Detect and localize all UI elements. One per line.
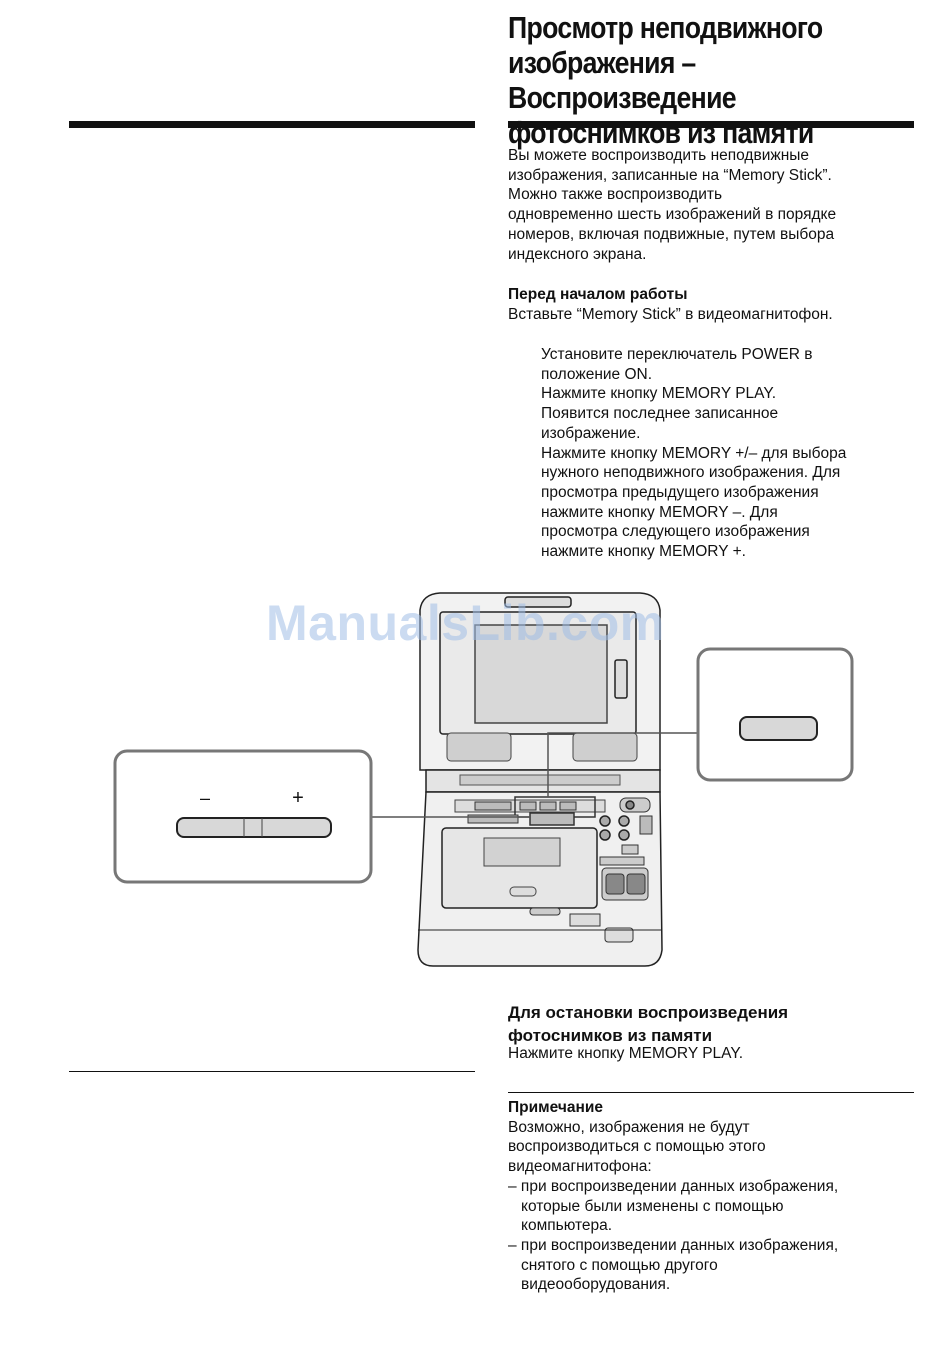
page-title-line: фотоснимков из памяти xyxy=(508,115,814,150)
memory-play-button xyxy=(740,717,817,740)
stop-heading-line: Для остановки воспроизведения xyxy=(508,1003,789,1022)
intro-line: одновременно шесть изображений в порядке xyxy=(508,206,837,224)
stop-section xyxy=(508,1001,928,1064)
stop-heading-line: фотоснимков из памяти xyxy=(508,1026,713,1045)
note-item-line: снятого с помощью другого xyxy=(521,1256,718,1274)
note-item-line: – при воспроизведении данных изображения, xyxy=(508,1177,839,1195)
before-heading: Перед началом работы xyxy=(508,286,688,303)
step-line: нужного неподвижного изображения. Для xyxy=(541,464,841,482)
intro-line: Можно также воспроизводить xyxy=(508,186,723,204)
step-line: нажмите кнопку MEMORY –. Для xyxy=(541,503,778,521)
left-column-top-rule xyxy=(69,121,475,128)
callout-box-memory-play xyxy=(698,649,852,780)
intro-line: Вы можете воспроизводить неподвижные xyxy=(508,147,810,164)
manualslib-watermark: ManualsLib.com xyxy=(266,595,665,651)
intro-line: номеров, включая подвижные, путем выбора xyxy=(508,225,835,243)
intro-paragraph xyxy=(508,146,928,264)
note-line: видеомагнитофона: xyxy=(508,1158,652,1176)
lcd-side-button xyxy=(615,660,627,698)
step-line: нажмите кнопку MEMORY +. xyxy=(541,543,746,561)
step-line: просмотра предыдущего изображения xyxy=(541,483,819,501)
note-item-line: которые были изменены с помощью xyxy=(521,1197,784,1215)
before-text: Вставьте “Memory Stick” в видеомагнитофон. xyxy=(508,305,833,323)
memory-minus-label: – xyxy=(199,788,211,808)
intro-line: индексного экрана. xyxy=(508,245,647,263)
intro-line: изображения, записанные на “Memory Stick”. xyxy=(508,166,832,184)
speaker-left xyxy=(447,733,511,761)
memory-plus-minus-button xyxy=(177,818,331,837)
speaker-right xyxy=(573,733,637,761)
note-heading: Примечание xyxy=(508,1099,603,1116)
memory-plus-label: + xyxy=(292,787,304,809)
page-title-line: Просмотр неподвижного xyxy=(508,10,823,45)
memory-plus-minus-highlight xyxy=(530,813,574,825)
step-line: Появится последнее записанное xyxy=(541,405,779,423)
stop-text: Нажмите кнопку MEMORY PLAY. xyxy=(508,1045,744,1062)
steps-list xyxy=(541,345,931,562)
step-line: просмотра следующего изображения xyxy=(541,523,810,541)
note-line: воспроизводиться с помощью этого xyxy=(508,1138,766,1156)
before-section xyxy=(508,285,928,324)
note-line: Возможно, изображения не будут xyxy=(508,1118,750,1136)
left-column-bottom-rule xyxy=(69,1071,475,1072)
note-separator-rule xyxy=(508,1092,914,1093)
step-line: изображение. xyxy=(541,424,641,442)
note-item-line: видеооборудования. xyxy=(521,1276,671,1294)
step-line: Нажмите кнопку MEMORY PLAY. xyxy=(541,385,777,403)
step-line: Нажмите кнопку MEMORY +/– для выбора xyxy=(541,444,847,462)
step-line: Установите переключатель POWER в xyxy=(541,346,813,363)
page-title xyxy=(508,10,869,150)
note-item-line: компьютера. xyxy=(521,1217,613,1235)
page-title-line: изображения – Воспроизведение xyxy=(508,45,736,115)
note-item-line: – при воспроизведении данных изображения, xyxy=(508,1236,839,1254)
note-section xyxy=(508,1098,928,1295)
callout-box-memory-plus-minus xyxy=(115,751,371,882)
step-line: положение ON. xyxy=(541,365,653,383)
